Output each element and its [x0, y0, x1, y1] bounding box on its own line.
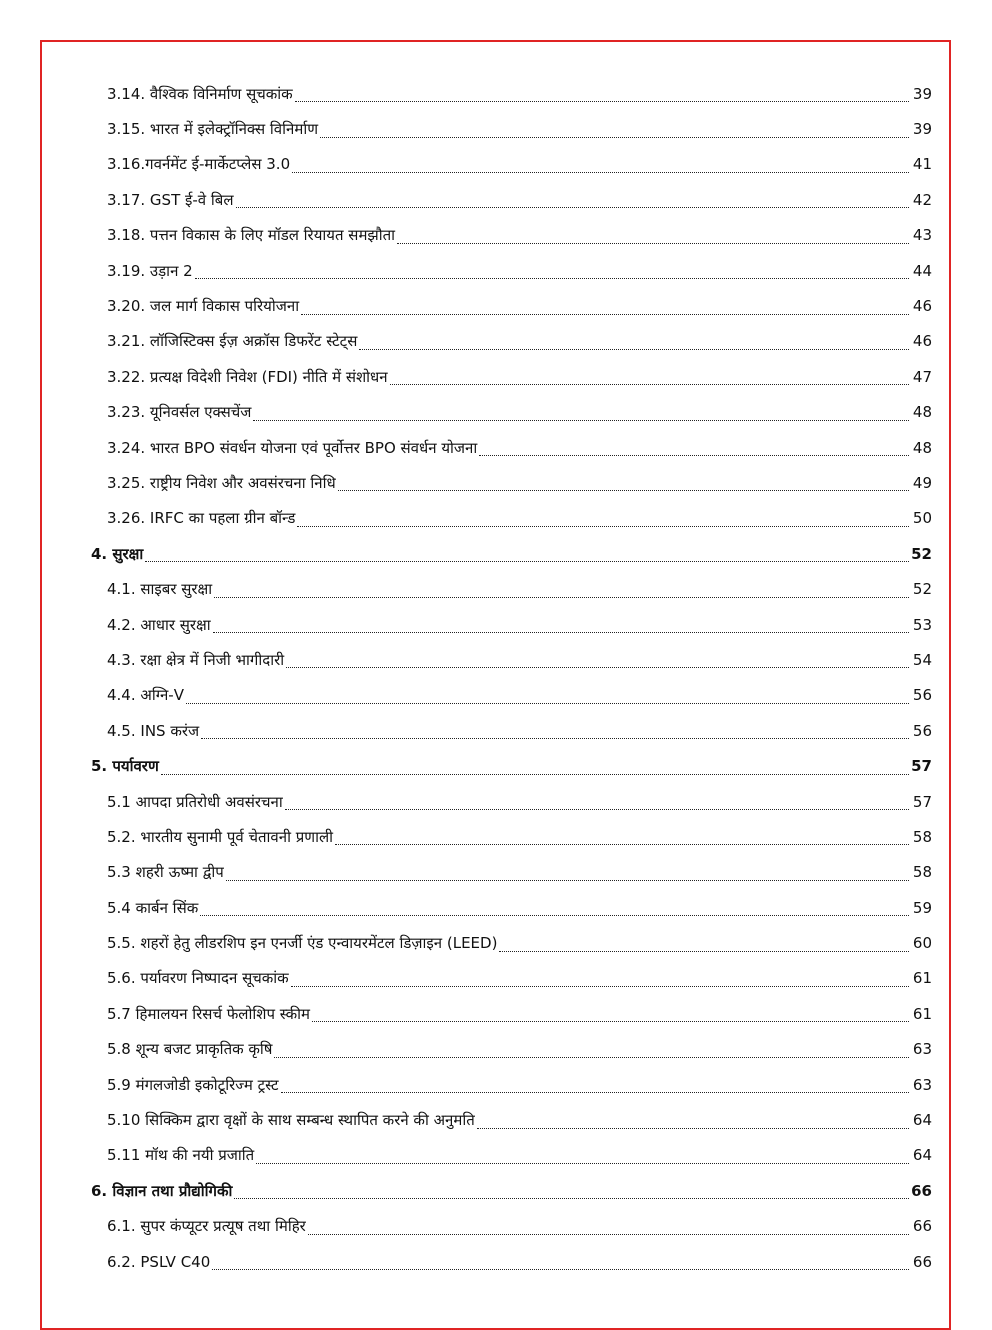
toc-section-entry[interactable] [0, 925, 992, 960]
toc-entry-page-number: 53 [912, 615, 932, 634]
toc-entry-page-number: 42 [912, 190, 932, 209]
toc-entry-page-number: 46 [912, 297, 932, 316]
toc-entry-title: 3.19. उड़ान 2 [107, 261, 193, 280]
toc-entry-title: 4.5. INS करंज [107, 721, 200, 740]
toc-dot-leader [285, 795, 909, 810]
toc-entry-title: 3.17. GST ई-वे बिल [107, 190, 234, 209]
toc-entry-title: 3.21. लॉजिस्टिक्स ईज़ अक्रॉस डिफरेंट स्टेट्स [107, 332, 358, 351]
toc-entry-title: 3.23. यूनिवर्सल एक्सचेंज [107, 403, 252, 422]
toc-section-entry[interactable] [0, 111, 992, 146]
table-of-contents [0, 76, 992, 1279]
toc-entry-page-number: 61 [912, 969, 932, 988]
toc-section-entry[interactable] [0, 253, 992, 288]
toc-section-entry[interactable] [0, 1102, 992, 1137]
toc-entry-page-number: 54 [912, 650, 932, 669]
toc-entry-title: 5. पर्यावरण [91, 757, 159, 776]
toc-chapter-entry[interactable] [0, 1173, 992, 1208]
toc-entry-page-number: 57 [912, 792, 932, 811]
toc-entry-page-number: 48 [912, 438, 932, 457]
toc-entry-page-number: 59 [912, 898, 932, 917]
toc-section-entry[interactable] [0, 218, 992, 253]
toc-entry-title: 3.24. भारत BPO संवर्धन योजना एवं पूर्वोत्तर BPO संवर्धन योजना [107, 438, 478, 457]
toc-section-entry[interactable] [0, 324, 992, 359]
toc-dot-leader [234, 1184, 909, 1199]
toc-dot-leader [397, 229, 909, 244]
toc-entry-title: 5.8 शून्य बजट प्राकृतिक कृषि [107, 1040, 273, 1059]
toc-entry-page-number: 47 [912, 367, 932, 386]
toc-dot-leader [236, 193, 909, 208]
toc-entry-title: 5.1 आपदा प्रतिरोधी अवसंरचना [107, 792, 283, 811]
toc-entry-title: 6.1. सुपर कंप्यूटर प्रत्यूष तथा मिहिर [107, 1217, 306, 1236]
toc-dot-leader [312, 1007, 909, 1022]
toc-dot-leader [253, 406, 909, 421]
toc-dot-leader [297, 512, 909, 527]
toc-dot-leader [335, 830, 909, 845]
toc-entry-title: 5.10 सिक्किम द्वारा वृक्षों के साथ सम्बन्ध स्थापित करने की अनुमति [107, 1111, 475, 1130]
toc-dot-leader [338, 476, 909, 491]
toc-entry-page-number: 52 [912, 580, 932, 599]
toc-dot-leader [499, 937, 909, 952]
toc-entry-page-number: 66 [912, 1217, 932, 1236]
toc-dot-leader [256, 1149, 909, 1164]
toc-dot-leader [186, 689, 909, 704]
toc-section-entry[interactable] [0, 76, 992, 111]
toc-section-entry[interactable] [0, 1067, 992, 1102]
toc-section-entry[interactable] [0, 855, 992, 890]
toc-entry-page-number: 66 [912, 1252, 932, 1271]
toc-dot-leader [286, 653, 909, 668]
toc-entry-page-number: 63 [912, 1040, 932, 1059]
toc-entry-page-number: 49 [912, 473, 932, 492]
toc-dot-leader [292, 158, 909, 173]
toc-entry-page-number: 52 [911, 544, 932, 563]
toc-entry-title: 3.14. वैश्विक विनिर्माण सूचकांक [107, 84, 293, 103]
toc-dot-leader [274, 1043, 909, 1058]
toc-dot-leader [200, 901, 909, 916]
toc-entry-title: 5.5. शहरों हेतु लीडरशिप इन एनर्जी एंड एन्वायरमेंटल डिज़ाइन (LEED) [107, 934, 498, 953]
toc-entry-page-number: 50 [912, 509, 932, 528]
toc-entry-page-number: 64 [912, 1111, 932, 1130]
toc-dot-leader [281, 1078, 909, 1093]
toc-entry-page-number: 61 [912, 1004, 932, 1023]
toc-entry-title: 3.15. भारत में इलेक्ट्रॉनिक्स विनिर्माण [107, 120, 319, 139]
toc-section-entry[interactable] [0, 288, 992, 323]
toc-section-entry[interactable] [0, 571, 992, 606]
toc-entry-title: 5.3 शहरी ऊष्मा द्वीप [107, 863, 224, 882]
toc-entry-title: 6.2. PSLV C40 [107, 1252, 211, 1271]
toc-section-entry[interactable] [0, 147, 992, 182]
toc-dot-leader [479, 441, 909, 456]
toc-entry-page-number: 57 [911, 757, 932, 776]
toc-section-entry[interactable] [0, 1138, 992, 1173]
toc-section-entry[interactable] [0, 607, 992, 642]
toc-entry-page-number: 63 [912, 1075, 932, 1094]
toc-section-entry[interactable] [0, 678, 992, 713]
toc-dot-leader [320, 123, 909, 138]
toc-entry-page-number: 39 [912, 84, 932, 103]
toc-section-entry[interactable] [0, 501, 992, 536]
toc-entry-title: 4.1. साइबर सुरक्षा [107, 580, 213, 599]
toc-entry-page-number: 44 [912, 261, 932, 280]
toc-section-entry[interactable] [0, 1032, 992, 1067]
toc-entry-title: 5.7 हिमालयन रिसर्च फेलोशिप स्कीम [107, 1004, 310, 1023]
toc-entry-title: 4.2. आधार सुरक्षा [107, 615, 211, 634]
toc-dot-leader [212, 1255, 909, 1270]
toc-entry-title: 3.18. पत्तन विकास के लिए मॉडल रियायत समझौता [107, 226, 396, 245]
toc-section-entry[interactable] [0, 359, 992, 394]
toc-entry-page-number: 48 [912, 403, 932, 422]
toc-section-entry[interactable] [0, 182, 992, 217]
toc-dot-leader [359, 335, 909, 350]
toc-entry-page-number: 46 [912, 332, 932, 351]
toc-dot-leader [291, 972, 909, 987]
toc-dot-leader [161, 760, 909, 775]
toc-dot-leader [213, 618, 909, 633]
toc-dot-leader [214, 583, 909, 598]
toc-section-entry[interactable] [0, 1209, 992, 1244]
toc-entry-title: 6. विज्ञान तथा प्रौद्योगिकी [91, 1181, 233, 1200]
toc-dot-leader [145, 547, 909, 562]
toc-entry-title: 5.4 कार्बन सिंक [107, 898, 199, 917]
toc-section-entry[interactable] [0, 961, 992, 996]
toc-section-entry[interactable] [0, 642, 992, 677]
toc-section-entry[interactable] [0, 465, 992, 500]
toc-entry-page-number: 56 [912, 721, 932, 740]
toc-chapter-entry[interactable] [0, 748, 992, 783]
toc-dot-leader [301, 300, 909, 315]
toc-section-entry[interactable] [0, 784, 992, 819]
toc-entry-title: 3.20. जल मार्ग विकास परियोजना [107, 297, 300, 316]
toc-entry-page-number: 64 [912, 1146, 932, 1165]
toc-section-entry[interactable] [0, 1244, 992, 1279]
toc-entry-title: 5.2. भारतीय सुनामी पूर्व चेतावनी प्रणाली [107, 827, 334, 846]
toc-entry-title: 3.16.गवर्नमेंट ई-मार्केटप्लेस 3.0 [107, 155, 291, 174]
toc-entry-page-number: 39 [912, 120, 932, 139]
toc-entry-title: 5.11 मॉथ की नयी प्रजाति [107, 1146, 255, 1165]
toc-entry-title: 5.6. पर्यावरण निष्पादन सूचकांक [107, 969, 289, 988]
toc-section-entry[interactable] [0, 713, 992, 748]
toc-dot-leader [195, 264, 909, 279]
toc-entry-title: 3.25. राष्ट्रीय निवेश और अवसंरचना निधि [107, 473, 336, 492]
toc-dot-leader [308, 1220, 909, 1235]
toc-dot-leader [477, 1114, 909, 1129]
toc-dot-leader [226, 866, 909, 881]
toc-section-entry[interactable] [0, 890, 992, 925]
toc-section-entry[interactable] [0, 996, 992, 1031]
toc-entry-title: 5.9 मंगलजोडी इकोटूरिज्म ट्रस्ट [107, 1075, 279, 1094]
toc-entry-title: 3.22. प्रत्यक्ष विदेशी निवेश (FDI) नीति में संशोधन [107, 367, 388, 386]
toc-entry-page-number: 41 [912, 155, 932, 174]
toc-entry-title: 4.4. अग्नि-V [107, 686, 184, 705]
toc-section-entry[interactable] [0, 430, 992, 465]
toc-dot-leader [390, 370, 909, 385]
toc-section-entry[interactable] [0, 819, 992, 854]
toc-chapter-entry[interactable] [0, 536, 992, 571]
toc-dot-leader [201, 724, 909, 739]
toc-entry-page-number: 58 [912, 827, 932, 846]
toc-dot-leader [295, 87, 909, 102]
toc-entry-page-number: 60 [912, 934, 932, 953]
toc-entry-title: 4. सुरक्षा [91, 544, 144, 563]
toc-entry-page-number: 56 [912, 686, 932, 705]
toc-section-entry[interactable] [0, 395, 992, 430]
toc-entry-title: 4.3. रक्षा क्षेत्र में निजी भागीदारी [107, 650, 285, 669]
toc-entry-page-number: 43 [912, 226, 932, 245]
toc-entry-page-number: 66 [911, 1181, 932, 1200]
toc-entry-page-number: 58 [912, 863, 932, 882]
toc-entry-title: 3.26. IRFC का पहला ग्रीन बॉन्ड [107, 509, 296, 528]
